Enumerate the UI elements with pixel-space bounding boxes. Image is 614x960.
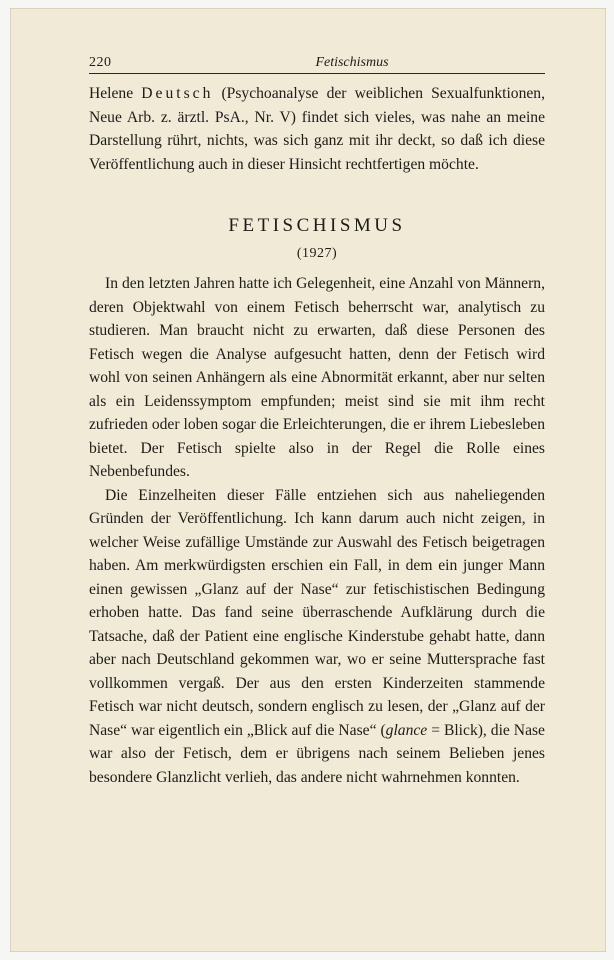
book-page [10, 8, 606, 952]
paragraph-2-text-a: Die Einzelheiten dieser Fälle entziehen sich aus naheliegenden Gründen der Veröffentlichung. Ich kann darum auch nicht zeigen, in welcher Weise zufällige Umstände zur Auswahl des Fetisch beigetragen haben. Am merkwürdigsten erschien ein Fall, in dem ein junger Mann einen gewissen „Glanz auf der Nase“ zur fetischistischen Bedingung erhoben hatte. Das fand seine überraschende Aufklärung durch die Tatsache, daß der Patient eine englische Kinderstube gehabt hatte, dann aber nach Deutschland gekommen war, wo er seine Muttersprache fast vollkommen vergaß. Der aus den ersten Kinderzeiten stammende Fetisch war nicht deutsch, sondern englisch zu lesen, der „Glanz auf der Nase“ war eigentlich ein „Blick auf die Nase“ ( [89, 486, 545, 739]
intro-lead: Helene [89, 85, 142, 102]
intro-paragraph [89, 82, 545, 176]
page-number: 220 [89, 55, 112, 70]
paragraph-2 [89, 484, 545, 790]
body-text [89, 82, 545, 789]
running-head [89, 51, 545, 74]
chapter-year: (1927) [296, 246, 338, 261]
author-name: Deutsch [141, 85, 214, 102]
paragraph-2-italic: glance [385, 721, 428, 739]
page-content [89, 51, 545, 789]
paragraph-1: In den letzten Jahren hatte ich Gelegenheit, eine Anzahl von Männern, deren Objektwahl von einem Fetisch beherrscht war, analytisch zu studieren. Man braucht nicht zu erwarten, daß diese Personen des Fetisch wegen die Analyse aufgesucht hatten, denn der Fetisch wird wohl von seinen Anhängern als eine Abnormität erkannt, aber nur selten als ein Leidenssymptom empfunden; meist sind sie mit ihm recht zufrieden oder loben sogar die Erleichterungen, die er ihrem Liebesleben bietet. Der Fetisch spielte also in der Regel die Rolle eines Nebenbefundes. [89, 275, 545, 480]
paragraph-2-text-b: = Blick), die Nase war also der Fetisch, dem er übrigens nach seinem Belieben jenes besondere Glanzlicht verlieh, das andere nicht wahrnehmen konnten. [89, 721, 545, 786]
intro-rest: (Psychoanalyse der weiblichen Sexualfunktionen, Neue Arb. z. ärztl. PsA., Nr. V) findet sich vieles, was nahe an meine Darstellung rührt, nichts, was sich ganz mit ihr deckt, so daß ich diese Veröffentlichung auch in dieser Hinsicht rechtfertigen möchte. [89, 85, 545, 173]
running-title: Fetischismus [315, 55, 389, 70]
chapter-title: FETISCHISMUS [228, 215, 406, 236]
